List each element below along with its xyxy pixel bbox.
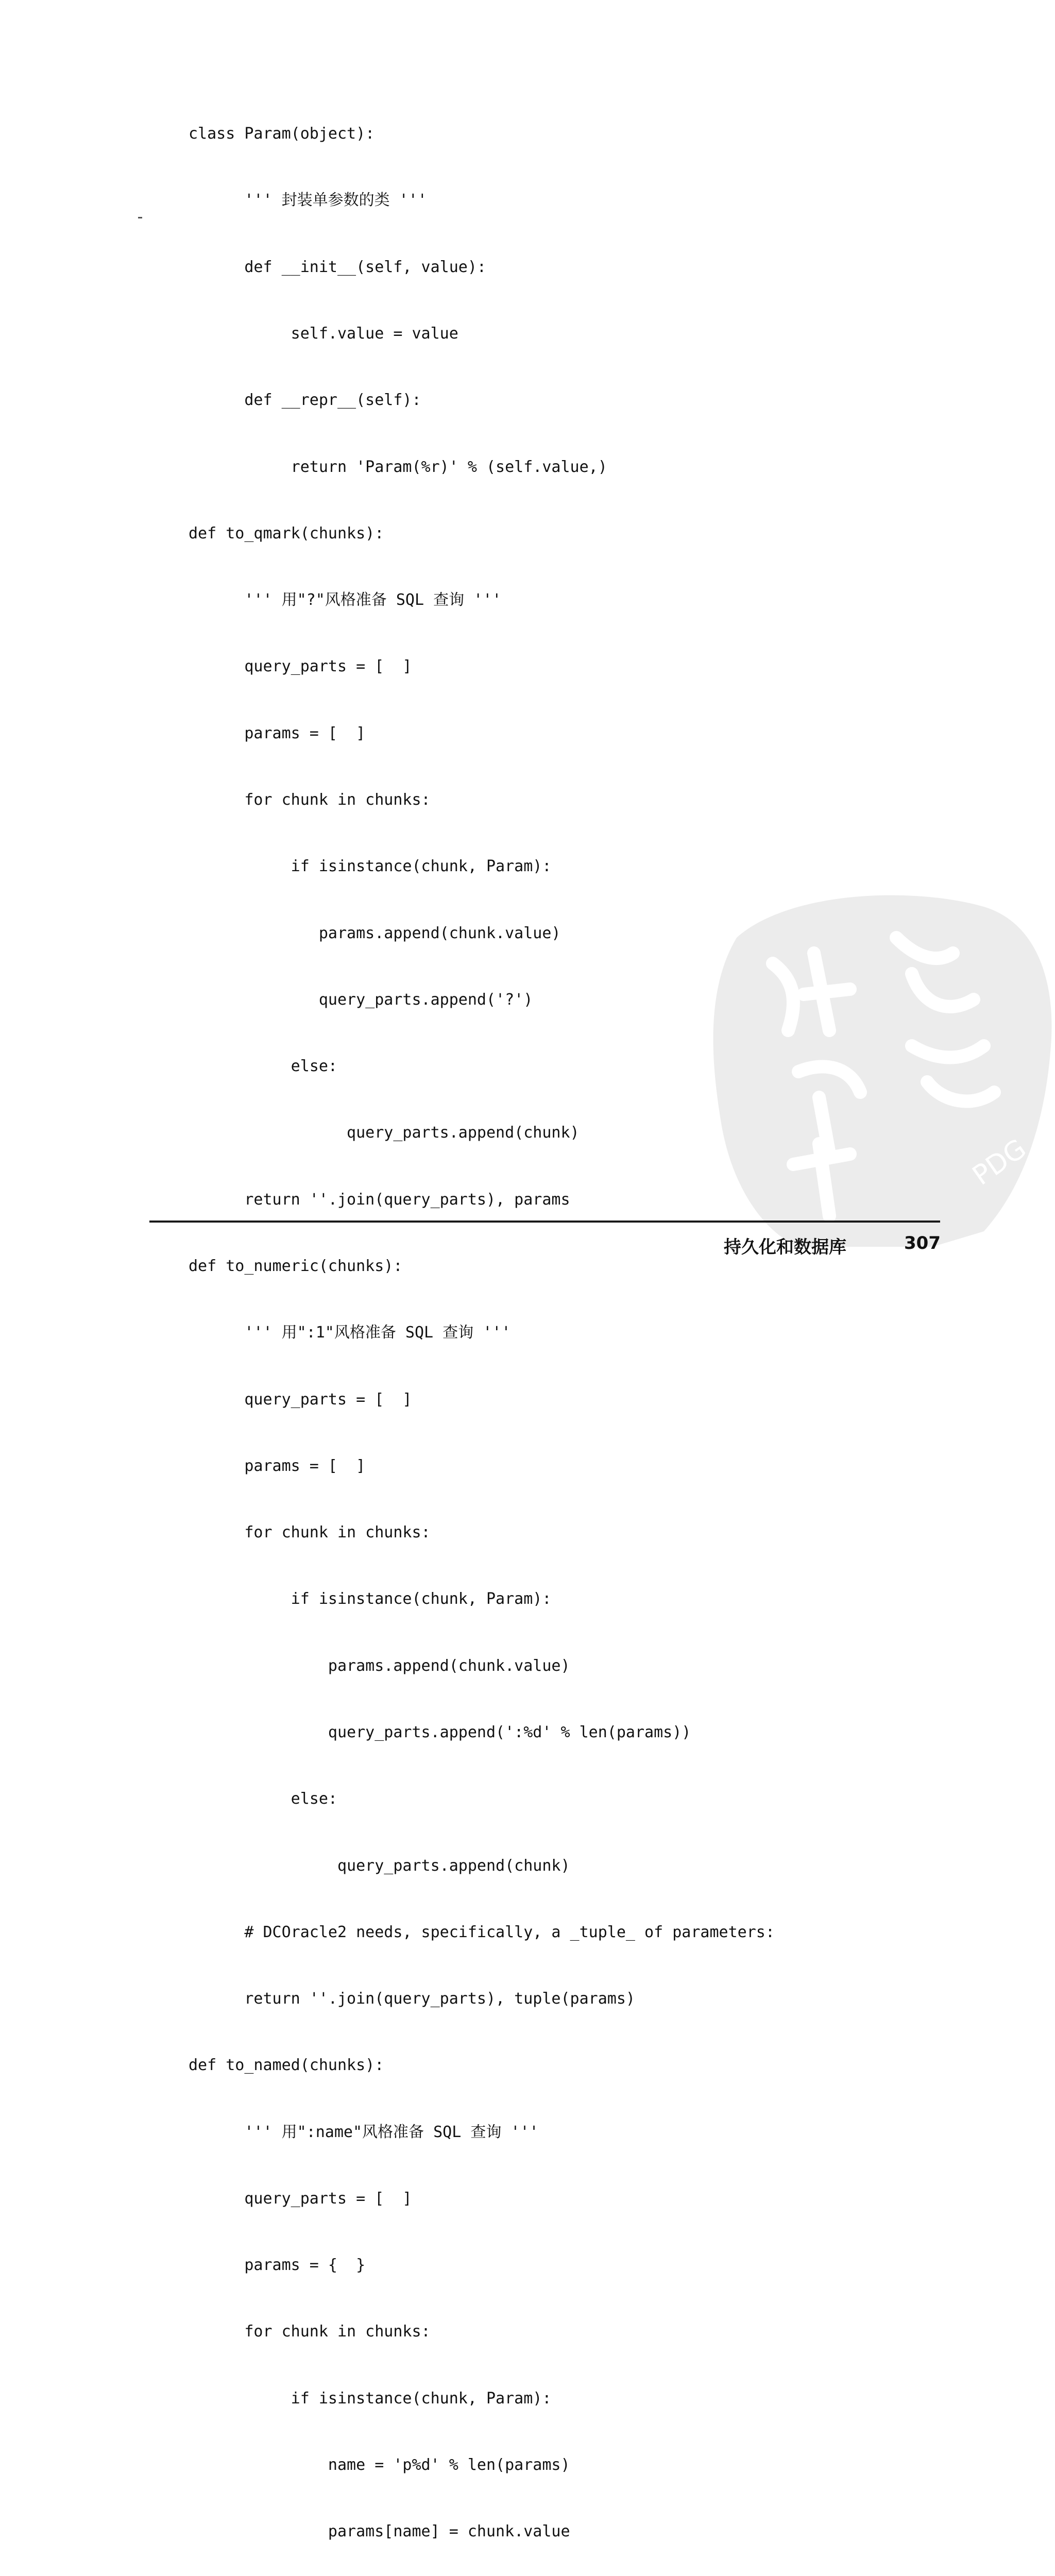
code-line: query_parts.append(chunk)	[189, 1124, 580, 1142]
code-line: query_parts = [ ]	[189, 2189, 412, 2208]
code-line: params.append(chunk.value)	[189, 1656, 570, 1675]
code-line: if isinstance(chunk, Param):	[189, 1590, 552, 1608]
code-line: def __init__(self, value):	[189, 258, 486, 276]
page-number: 307	[904, 1233, 941, 1253]
code-line: ''' 封装单参数的类 '''	[189, 191, 427, 210]
code-listing	[189, 78, 775, 2576]
code-line: def to_named(chunks):	[189, 2056, 384, 2075]
code-line: ''' 用":1"风格准备 SQL 查询 '''	[189, 1324, 511, 1342]
code-line: return ''.join(query_parts), tuple(params)	[189, 1990, 635, 2008]
code-line: query_parts.append(':%d' % len(params))	[189, 1723, 691, 1741]
code-line: for chunk in chunks:	[189, 2323, 431, 2341]
code-line: ''' 用":name"风格准备 SQL 查询 '''	[189, 2123, 539, 2141]
code-line: params = [ ]	[189, 724, 366, 742]
code-line: params = [ ]	[189, 1456, 366, 1475]
code-line: else:	[189, 1790, 337, 1808]
code-line: name = 'p%d' % len(params)	[189, 2456, 570, 2475]
code-line: return ''.join(query_parts), params	[189, 1190, 570, 1209]
code-line: for chunk in chunks:	[189, 791, 431, 809]
watermark-text: PDG	[967, 1133, 1032, 1192]
code-line: for chunk in chunks:	[189, 1523, 431, 1542]
code-line: query_parts = [ ]	[189, 657, 412, 676]
margin-mark	[138, 217, 142, 218]
code-line: query_parts = [ ]	[189, 1390, 412, 1409]
code-line: if isinstance(chunk, Param):	[189, 2389, 552, 2408]
code-line: params.append(chunk.value)	[189, 924, 561, 942]
code-line: self.value = value	[189, 325, 458, 343]
running-footer-title: 持久化和数据库	[724, 1237, 846, 1258]
footer-rule	[149, 1221, 940, 1223]
code-line: params[name] = chunk.value	[189, 2522, 570, 2541]
code-line: # DCOracle2 needs, specifically, a _tuple_ of parameters:	[189, 1923, 775, 1941]
code-line: ''' 用"?"风格准备 SQL 查询 '''	[189, 591, 502, 609]
code-line: else:	[189, 1057, 337, 1076]
code-line: query_parts.append(chunk)	[189, 1856, 570, 1875]
code-line: class Param(object):	[189, 125, 375, 143]
watermark-seal	[695, 876, 1055, 1247]
code-line: if isinstance(chunk, Param):	[189, 857, 552, 876]
code-line: params = { }	[189, 2256, 366, 2275]
code-line: def __repr__(self):	[189, 391, 421, 410]
code-line: def to_numeric(chunks):	[189, 1257, 403, 1275]
code-line: query_parts.append('?')	[189, 990, 533, 1009]
code-line: return 'Param(%r)' % (self.value,)	[189, 457, 607, 476]
code-line: def to_qmark(chunks):	[189, 524, 384, 543]
